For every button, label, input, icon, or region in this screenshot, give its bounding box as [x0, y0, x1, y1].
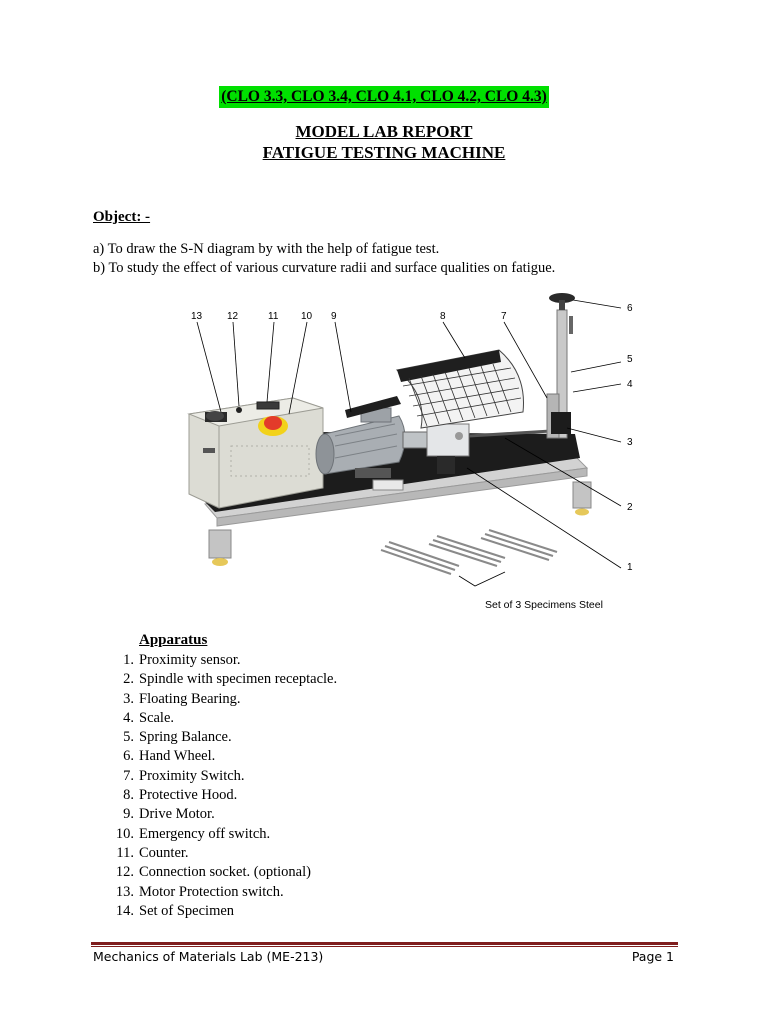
item-text: Proximity sensor. — [139, 652, 241, 668]
callout-3: 3 — [627, 437, 633, 448]
item-text: Drive Motor. — [139, 806, 215, 823]
item-text: Spindle with specimen receptacle. — [139, 671, 338, 688]
specimen-caption: Set of 3 Specimens Steel — [485, 599, 603, 611]
object-item-a: a) To draw the S-N diagram by with the help of fatigue test. — [93, 241, 440, 257]
item-text: Scale. — [139, 709, 175, 726]
item-text: Motor Protection switch. — [139, 883, 284, 900]
item-number: 6. — [123, 748, 134, 765]
apparatus-heading: Apparatus — [139, 632, 208, 648]
specimen-set — [381, 530, 557, 574]
item-number: 9. — [123, 806, 134, 823]
callout-10: 10 — [301, 311, 313, 322]
item-text: Hand Wheel. — [139, 748, 216, 765]
callout-4: 4 — [627, 379, 633, 390]
item-number: 7. — [123, 767, 134, 784]
item-number: 3. — [123, 690, 134, 707]
item-number: 2. — [123, 671, 134, 688]
item-number: 11. — [116, 844, 134, 861]
item-number: 14. — [115, 902, 134, 919]
callout-2: 2 — [627, 502, 633, 513]
callout-9: 9 — [331, 311, 337, 322]
item-number: 4. — [123, 709, 134, 726]
callout-5: 5 — [627, 354, 633, 365]
item-number: 8. — [123, 787, 134, 804]
callout-7: 7 — [501, 311, 507, 322]
item-text: Floating Bearing. — [139, 690, 241, 707]
spring-balance-column — [547, 293, 575, 438]
item-text: Protective Hood. — [139, 787, 238, 804]
callout-13: 13 — [191, 311, 203, 322]
footer-course: Mechanics of Materials Lab (ME-213) — [93, 949, 324, 964]
callout-1: 1 — [627, 562, 633, 573]
item-number: 1. — [123, 652, 134, 668]
callout-11: 11 — [268, 311, 279, 322]
item-number: 10. — [115, 825, 134, 842]
machine-title: FATIGUE TESTING MACHINE — [262, 143, 506, 162]
clo-tag-wrap — [0, 86, 768, 108]
item-text: Emergency off switch. — [139, 825, 271, 842]
item-number: 13. — [115, 883, 134, 900]
control-housing — [189, 398, 323, 508]
item-text: Proximity Switch. — [139, 767, 245, 784]
fatigue-machine-figure — [175, 286, 645, 618]
item-number: 5. — [123, 729, 134, 746]
footer-rule-thin — [91, 946, 678, 947]
item-text: Counter. — [139, 844, 189, 861]
item-text: Connection socket. (optional) — [139, 864, 311, 881]
object-item-b: b) To study the effect of various curvature radii and surface qualities on fatigue. — [93, 260, 556, 276]
item-number: 12. — [115, 864, 134, 881]
callout-8: 8 — [440, 311, 446, 322]
callout-12: 12 — [227, 311, 239, 322]
footer-page-number: Page 1 — [631, 949, 674, 964]
footer-rule — [91, 942, 678, 945]
object-heading: Object: - — [93, 209, 151, 225]
clo-tag: (CLO 3.3, CLO 3.4, CLO 4.1, CLO 4.2, CLO 4.3) — [219, 86, 549, 108]
report-title: MODEL LAB REPORT — [295, 122, 473, 141]
item-text: Spring Balance. — [139, 729, 232, 746]
item-text: Set of Specimen — [139, 902, 235, 919]
callout-6: 6 — [627, 303, 633, 314]
